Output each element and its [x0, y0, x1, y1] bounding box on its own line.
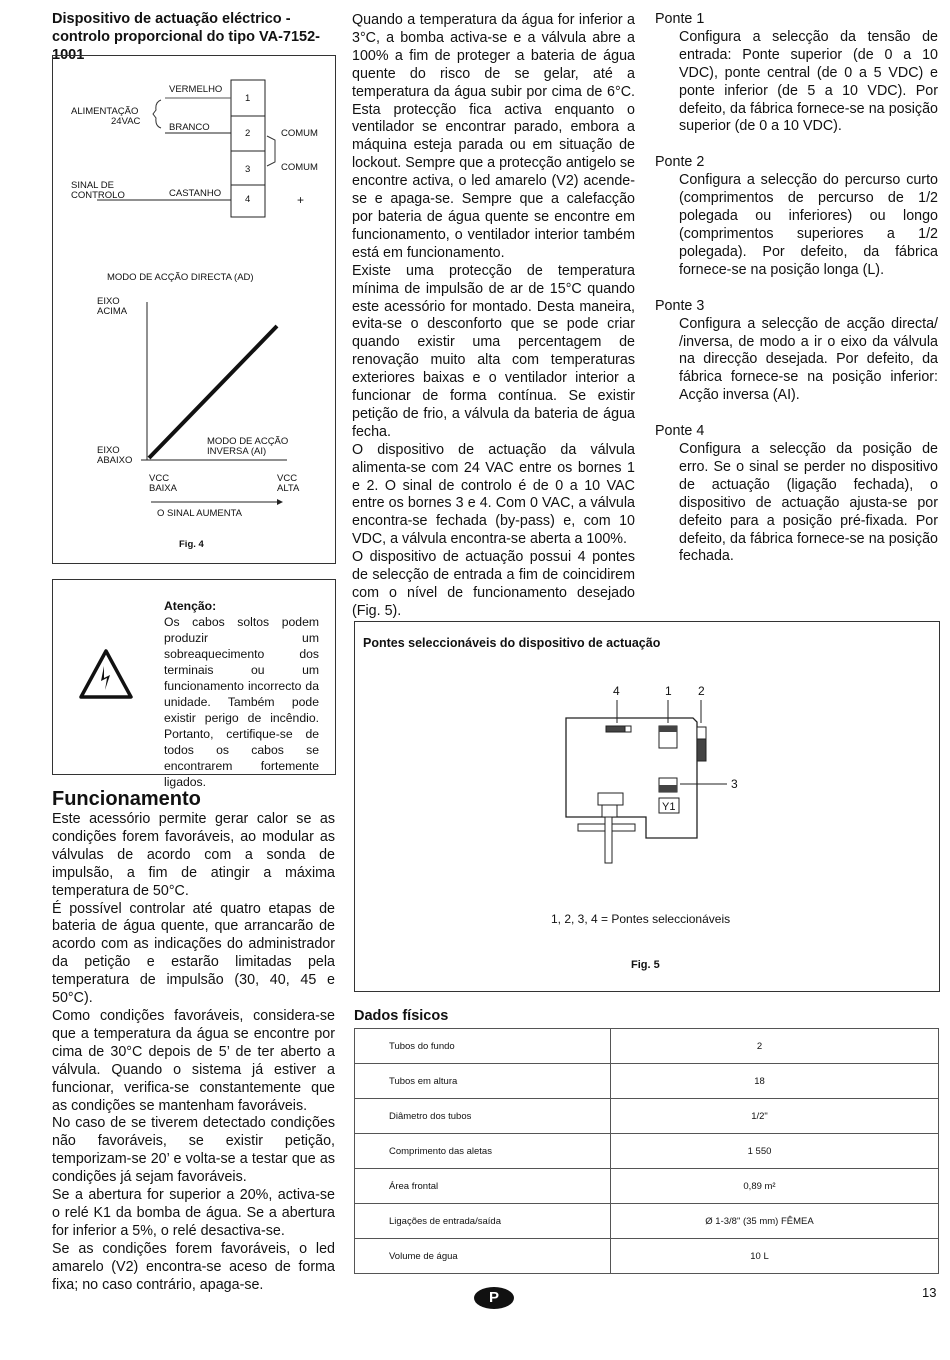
- terminal-2: 2: [245, 128, 251, 139]
- figure-5-legend: 1, 2, 3, 4 = Pontes seleccionáveis: [551, 912, 731, 926]
- axis-label: O SINAL AUMENTA: [157, 508, 242, 519]
- paragraph: Quando a temperatura da água for inferior a 3°C, a bomba activa-se e a válvula abre a 100% a fim de proteger a bateria de água quente do risco de se gelar, até a temperatura da água subir por cima de 6°C. Esta protecção fica activa enquanto o ventilador se encontrar parado, embora a máquina esteja parada ou em situação de lockout. Sempre que a protecção antigelo se encontre activa, o led amarelo (V2) acende-se e apaga-se. Sempre que a calefacção por bateria de água quente se encontre em funcionamento, o ventilador interior também está em funcionamento.: [352, 12, 635, 261]
- wiring-diagram: [53, 56, 335, 563]
- power-voltage: 24VAC: [111, 116, 141, 127]
- page-number: 13: [922, 1285, 937, 1300]
- table-row: [355, 1099, 939, 1134]
- row-label: Tubos do fundo: [355, 1029, 611, 1064]
- ponte-2: [655, 154, 938, 279]
- table-row: [355, 1134, 939, 1169]
- axis-down: EIXO: [97, 445, 120, 456]
- figure-caption: Fig. 4: [179, 539, 204, 550]
- terminal-4: 4: [245, 194, 251, 205]
- row-value: Ø 1-3/8" (35 mm) FÊMEA: [611, 1204, 939, 1239]
- ponte-title: Ponte 2: [655, 154, 705, 171]
- y1-label: Y1: [662, 801, 676, 813]
- warning-title: Atenção:: [164, 599, 217, 613]
- row-label: Diâmetro dos tubos: [355, 1099, 611, 1134]
- dados-heading: Dados físicos: [354, 1008, 449, 1024]
- ponte-title: Ponte 1: [655, 11, 705, 27]
- paragraph: É possível controlar até quatro etapas de bateria de água quente, que arrancarão de acordo com as indicações do administrador da petição e estarão limitadas pela temperatura de impulsão (30, 40, 45 e 50°C).: [52, 900, 335, 1007]
- power-label: ALIMENTAÇÃO: [71, 106, 139, 117]
- section-title: Dispositivo de actuação eléctrico - controlo proporcional do tipo VA-7152-1001: [52, 11, 320, 63]
- terminal-1: 1: [245, 93, 251, 104]
- middle-column: [352, 12, 635, 621]
- row-label: Comprimento das aletas: [355, 1134, 611, 1169]
- wire-white: BRANCO: [169, 122, 210, 133]
- language-badge: P: [474, 1287, 514, 1309]
- axis-down-2: ABAIXO: [97, 455, 133, 466]
- axis-up: EIXO: [97, 296, 120, 307]
- warning-box: [52, 579, 336, 789]
- ponte-1: [655, 11, 938, 136]
- ponte-4: [655, 423, 938, 566]
- axis-up-2: ACIMA: [97, 306, 128, 317]
- ponte-text: Configura a selecção da posição de erro. Se o sinal se perder no dispositivo de actuação (ligação fechada), o dispositivo de actuação ajusta-se por defeito para a posição pré-fixada. Por defeito, da fábrica fornece-se na posição fechada.: [679, 441, 938, 565]
- vcc-high: VCC: [277, 473, 298, 484]
- actuator-board-diagram: [355, 622, 939, 991]
- figure-4: [52, 55, 336, 564]
- electric-hazard-icon: [79, 648, 133, 700]
- paragraph: O dispositivo de actuação possui 4 pontes de selecção de entrada a fim de coincidirem com o nível de funcionamento desejado (Fig. 5).: [352, 549, 635, 619]
- paragraph: Se as condições forem favoráveis, o led amarelo (V2) encontra-se aceso de forma fixa; no caso contrário, apaga-se.: [52, 1240, 335, 1293]
- row-label: Ligações de entrada/saída: [355, 1204, 611, 1239]
- dados-table: [354, 1028, 939, 1274]
- common-label-2: COMUM: [281, 162, 318, 173]
- label-2: 2: [698, 684, 705, 698]
- signal-label-2: CONTROLO: [71, 190, 125, 201]
- paragraph: Este acessório permite gerar calor se as condições forem favoráveis, ao modular as válvulas de acordo com a sonda de impulsão, a fim de atingir a máxima temperatura de 50°C.: [52, 811, 335, 899]
- paragraph: Existe uma protecção de temperatura mínima de impulsão de ar de 15°C quando este acessório for montado. Desta maneira, evita-se o desconforto que se pode criar quando existir uma percentagem de renovação muito alta com temperaturas exteriores baixas e o ventilador interior a funcionar de forma contínua. Se existir petição de frio, a válvula da bateria de água fecha.: [352, 262, 635, 440]
- label-3: 3: [731, 777, 738, 791]
- common-label-1: COMUM: [281, 128, 318, 139]
- paragraph: Como condições favoráveis, considera-se que a temperatura da água se encontre por cima de 30°C depois de 5’ de ter aberto a válvula. Quando o sistema já estiver a funcionar, verifica-se constantemente que as condições se mantenham favoráveis.: [52, 1007, 335, 1114]
- funcionamento-heading: Funcionamento: [52, 788, 201, 810]
- figure-5-caption: Fig. 5: [631, 959, 660, 971]
- table-row: [355, 1204, 939, 1239]
- row-value: 1 550: [611, 1134, 939, 1169]
- graph-title: MODO DE ACÇÃO DIRECTA (AD): [107, 272, 254, 283]
- ponte-title: Ponte 4: [655, 423, 705, 440]
- row-label: Volume de água: [355, 1239, 611, 1274]
- figure-5: [354, 621, 940, 992]
- paragraph: O dispositivo de actuação da válvula alimenta-se com 24 VAC entre os bornes 1 e 2. O sinal de controlo é de 0 a 10 VAC entre os bornes 3 e 4. Com 0 VAC, a válvula encontra-se fechada (by-pass) e, com 10 VDC, a válvula encontra-se aberta a 100%.: [352, 441, 635, 548]
- warning-text: Os cabos soltos podem produzir um sobreaquecimento dos terminais ou um funcionamento incorrecto da unidade. Também pode existir perigo de incêndio. Portanto, certifique-se de todos os cabos se encontrarem fortemente ligados.: [164, 615, 319, 789]
- label-1: 1: [665, 684, 672, 698]
- row-value: 2: [611, 1029, 939, 1064]
- label-4: 4: [613, 684, 620, 698]
- row-label: Área frontal: [355, 1169, 611, 1204]
- wire-red: VERMELHO: [169, 84, 223, 95]
- wire-brown: CASTANHO: [169, 188, 222, 199]
- paragraph: Se a abertura for superior a 20%, activa-se o relé K1 da bomba de água. Se a abertura for inferior a 5%, o relé desactiva-se.: [52, 1187, 335, 1239]
- inverse-label-2: INVERSA (AI): [207, 446, 267, 457]
- vcc-high-2: ALTA: [277, 483, 300, 494]
- plus-label: +: [297, 193, 305, 207]
- paragraph: No caso de se tiverem detectado condições não favoráveis, se existir petição, temporizam-se 20’ e volta-se a testar que as condições já sejam favoráveis.: [52, 1115, 335, 1186]
- row-value: 1/2": [611, 1099, 939, 1134]
- row-value: 10 L: [611, 1239, 939, 1274]
- row-value: 0,89 m²: [611, 1169, 939, 1204]
- ponte-text: Configura a selecção de acção directa/ /inversa, de modo a ir o eixo da válvula na direcção desejada. Por defeito, da fábrica fornece-se na posição inferior: Acção inversa (AI).: [679, 315, 938, 404]
- table-row: [355, 1239, 939, 1274]
- ponte-title: Ponte 3: [655, 297, 705, 314]
- vcc-low: VCC: [149, 473, 170, 484]
- funcionamento-text: [52, 811, 335, 1294]
- row-value: 18: [611, 1064, 939, 1099]
- ponte-text: Configura a selecção da tensão de entrada: Ponte superior (de 0 a 10 VDC), ponte central (de 0 a 5 VDC) e ponte inferior (de 5 a 10 VDC). Por defeito, da fábrica fornece-se na posição superior (de 0 a 10 VDC).: [679, 28, 938, 135]
- table-row: [355, 1169, 939, 1204]
- table-row: [355, 1064, 939, 1099]
- signal-label: SINAL DE: [71, 180, 114, 191]
- ponte-3: [655, 298, 938, 405]
- inverse-label: MODO DE ACÇÃO: [207, 436, 289, 447]
- pontes-column: [655, 11, 938, 584]
- figure-5-title: Pontes seleccionáveis do dispositivo de actuação: [363, 636, 661, 650]
- ponte-text: Configura a selecção do percurso curto (comprimentos de percurso de 1/2 polegada ou inferiores) ou longo (comprimentos superiores a 1/2 polegada). Por defeito, da fábrica fornece-se na posição longa (L).: [679, 172, 938, 278]
- vcc-low-2: BAIXA: [149, 483, 177, 494]
- row-label: Tubos em altura: [355, 1064, 611, 1099]
- table-row: [355, 1029, 939, 1064]
- terminal-3: 3: [245, 164, 251, 175]
